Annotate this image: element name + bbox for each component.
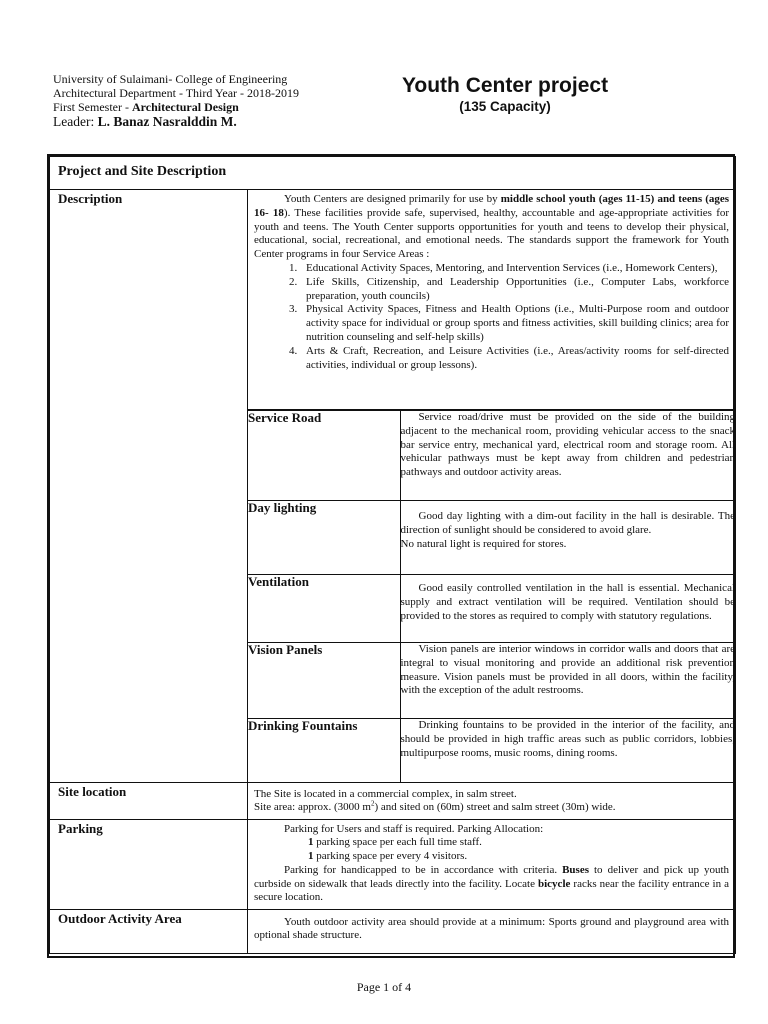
- parking-text: Parking for Users and staff is required. Parking Allocation: 1 parking space per each full time staff. 1 parking space per every 4 visitors. Parking for handicapped to be in accordance with criteria. Buses to deliver and pick up youth curbside on sidewalk that leads directly into the facility. Locate bicycle racks near the facility entrance in a secure location.: [248, 819, 736, 909]
- ventilation-label: Ventilation: [248, 575, 400, 643]
- outdoor-activity-label: Outdoor Activity Area: [50, 909, 248, 953]
- description-paragraph: Youth Centers are designed primarily for use by middle school youth (ages 11-15) and teens (ages 16- 18). These facilities provide safe, supervised, healthy, accountable and age-appropriate activities for youth and teens. The Youth Center supports opportunities for youth and teens to develop their physical, educational, social, recreational, and emotional needs. The standards support the framework for Youth Center programs in four Service Areas :: [254, 193, 730, 261]
- list-item: 2. Life Skills, Citizenship, and Leadership Opportunities (i.e., Computer Labs, workforce preparation, youth councils): [300, 276, 729, 304]
- semester-line: First Semester - Architectural Design: [53, 100, 239, 114]
- description-frame: [47, 154, 735, 958]
- row-vision-panels: [248, 643, 735, 719]
- row-service-road: [248, 411, 735, 501]
- parking-label: Parking: [50, 819, 248, 909]
- row-outdoor-activity: [50, 909, 736, 953]
- day-lighting-label: Day lighting: [248, 501, 400, 575]
- day-lighting-text: Good day lighting with a dim-out facility in the hall is desirable. The direction of sunlight should be considered to avoid glare. No natural light is required for stores.: [400, 501, 735, 575]
- sub-requirements-table: [248, 410, 735, 782]
- vision-panels-text: Vision panels are interior windows in corridor walls and doors that are integral to visual monitoring and provide an additional risk prevention measure. Vision panels must be provided in all doors, within the facility, with the exception of the adult restrooms.: [400, 643, 735, 719]
- department-line: Architectural Department - Third Year - 2018-2019: [53, 86, 300, 100]
- description-text: [248, 190, 736, 410]
- site-location-label: Site location: [50, 782, 248, 819]
- project-title: Youth Center project: [401, 74, 609, 97]
- service-road-label: Service Road: [248, 411, 400, 501]
- project-capacity: (135 Capacity): [459, 99, 551, 114]
- row-drinking-fountains: [248, 719, 735, 782]
- sub-requirements: [248, 410, 736, 783]
- project-title-block: [355, 74, 655, 116]
- page-number: 1: [383, 980, 390, 994]
- drinking-fountains-label: Drinking Fountains: [248, 719, 400, 782]
- row-ventilation: [248, 575, 735, 643]
- list-item: 1. Educational Activity Spaces, Mentoring, and Intervention Services (i.e., Homework Centers),: [300, 262, 729, 276]
- drinking-fountains-text: Drinking fountains to be provided in the interior of the facility, and should be provided in high traffic areas such as public corridors, lobbies, multipurpose rooms, music rooms, dining rooms.: [400, 719, 735, 782]
- university-line: University of Sulaimani- College of Engineering: [53, 72, 288, 86]
- vision-panels-label: Vision Panels: [248, 643, 400, 719]
- section-title: Project and Site Description: [50, 157, 736, 190]
- list-item: 3. Physical Activity Spaces, Fitness and Health Options (i.e., Multi-Purpose room and outdoor activity space for individual or group sports and fitness activities, skill building clinics; area for nutrition counseling and self-help skills): [300, 303, 729, 344]
- row-parking: [50, 819, 736, 909]
- page-footer: Page 1 of 4: [356, 980, 412, 994]
- site-location-text: The Site is located in a commercial complex, in salm street. Site area: approx. (3000 $m^2$) and sited on (60m) street and salm street (30m) wide.: [248, 782, 736, 819]
- description-table: [49, 156, 736, 954]
- ventilation-text: Good easily controlled ventilation in the hall is essential. Mechanical supply and extract ventilation will be required. Ventilation should be provided to the stores as required to comply with statutory regulations.: [400, 575, 735, 643]
- row-description: [50, 190, 736, 410]
- page-total: 4: [405, 980, 412, 994]
- service-road-text: Service road/drive must be provided on the side of the building adjacent to the mechanical room, providing vehicular access to the snack bar service entry, mechanical yard, electrical room and storage room. All vehicular pathways must be kept away from children and pedestrian pathways and outdoor activity areas.: [400, 411, 735, 501]
- row-site-location: [50, 782, 736, 819]
- row-day-lighting: [248, 501, 735, 575]
- leader-line: Leader: L. Banaz Nasralddin M.: [53, 114, 237, 129]
- description-label: Description: [50, 190, 248, 783]
- header-info: [53, 72, 299, 130]
- list-item: 4. Arts & Craft, Recreation, and Leisure Activities (i.e., Areas/activity rooms for self-directed activities, individual or group lessons).: [300, 345, 729, 373]
- service-areas-list: [254, 262, 729, 372]
- outdoor-activity-text: Youth outdoor activity area should provide at a minimum: Sports ground and playground area with optional shade structure.: [248, 909, 736, 953]
